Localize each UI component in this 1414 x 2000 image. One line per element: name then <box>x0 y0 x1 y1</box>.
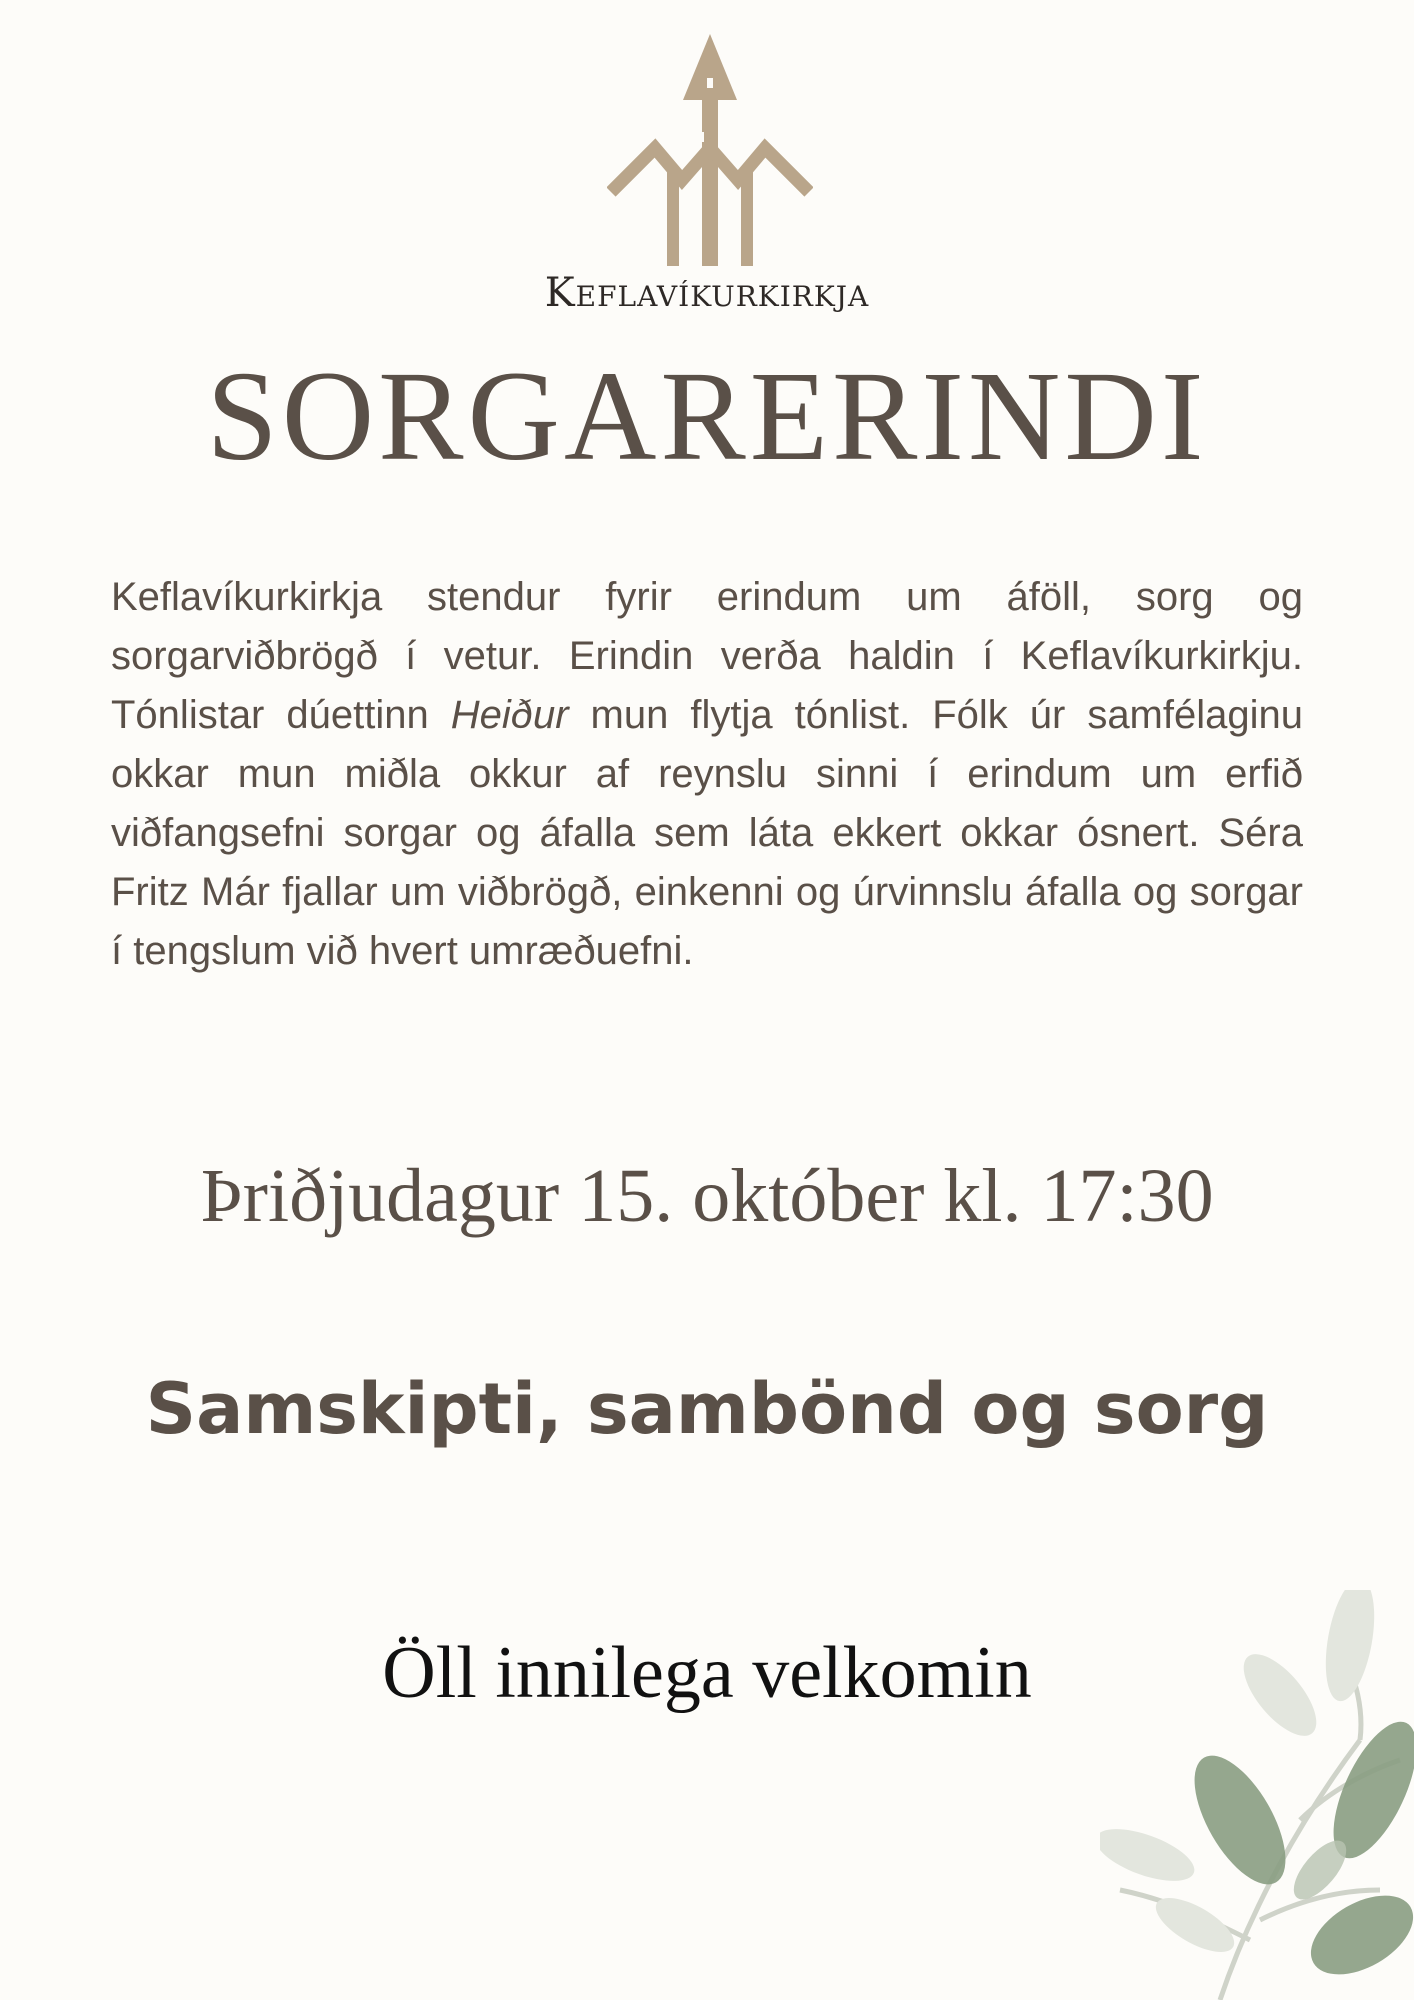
intro-paragraph <box>111 568 1303 981</box>
event-date: Þriðjudagur 15. október kl. 17:30 <box>200 1154 1214 1238</box>
leaves-icon <box>1100 1590 1414 2000</box>
event-topic: Samskipti, sambönd og sorg <box>145 1368 1269 1450</box>
church-name: Keflavíkurkirkja <box>544 270 870 316</box>
page-title: SORGARERINDI <box>206 345 1208 487</box>
welcome-message: Öll innilega velkomin <box>382 1632 1032 1714</box>
church-logo-icon <box>607 30 813 266</box>
intro-text-start: Keflavíkurkirkja stendur fyrir erindum um áföll, sorg og sorgarviðbrögð í vetur. Erindin verða haldin í Keflavíkurkirkju. Tónlistar dúettinn <box>111 575 1303 737</box>
intro-text-end: mun flytja tónlist. Fólk úr samfélaginu okkar mun miðla okkur af reynslu sinni í erindum um erfið viðfangsefni sorgar og áfalla sem láta ekkert okkar ósnert. Séra Fritz Már fjallar um viðbrögð, einkenni og úrvinnslu áfalla og sorgar í tengslum við hvert umræðuefni. <box>111 693 1303 973</box>
duet-name: Heiður <box>450 693 569 737</box>
